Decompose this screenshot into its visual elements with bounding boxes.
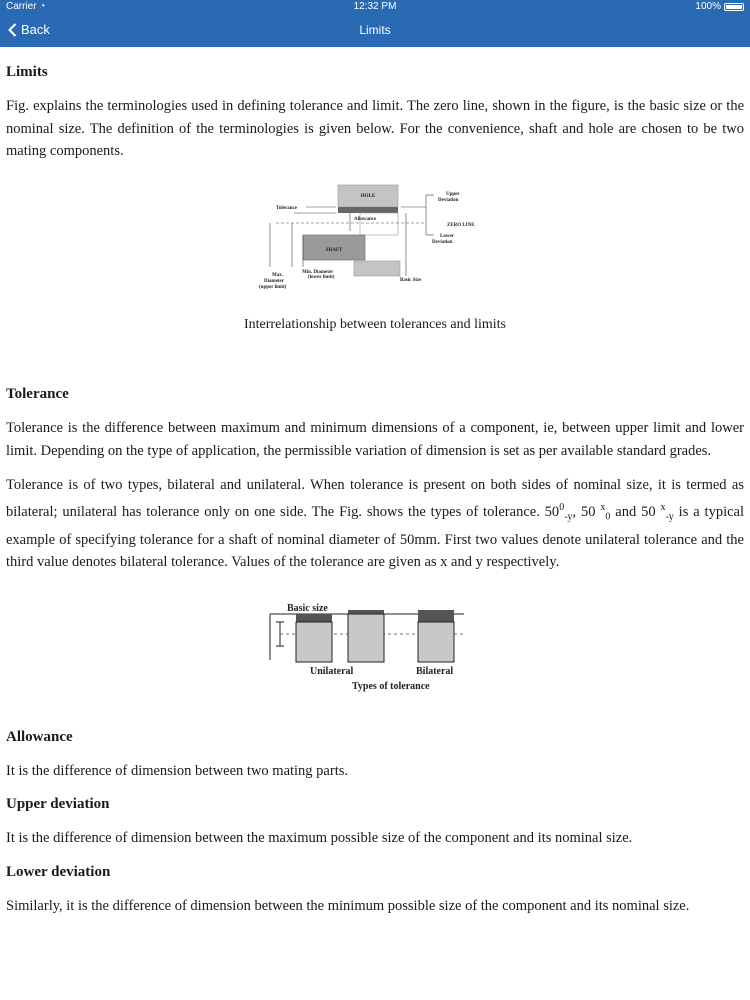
- basic-size-tag: Basic size: [287, 602, 328, 614]
- upper-deviation-label-1: Upper: [446, 191, 460, 197]
- upper-deviation-label-2: Deviation: [438, 197, 459, 203]
- page-title: Limits: [359, 23, 391, 37]
- status-bar: [0, 0, 750, 14]
- back-label: Back: [21, 22, 50, 37]
- tolerance-paragraph-2: Tolerance is of two types, bilateral and unilateral. When tolerance is present on both sides of nominal size, it is termed as bilateral; unilateral has tolerance only on one side. The Fig. shows the types of tolerance. $50^0_{-y}$, 50 $^x_0$ and 50 $^x_{-y}$ is a typical example of specifying tolerance for a shaft of nominal diameter of 50mm. First two values denote unilateral tolerance and the third value denotes bilateral tolerance. Values of the tolerance are given as x and y respectively.: [6, 477, 744, 571]
- navigation-bar: [0, 14, 750, 47]
- allowance-label: Allowance: [354, 216, 377, 222]
- lower-deviation-paragraph: Similarly, it is the difference of dimension between the minimum possible size of the component and its nominal size.: [6, 897, 690, 914]
- battery-indicator: [695, 1, 744, 12]
- figure-limits: [6, 175, 744, 337]
- max-diameter-label-2: Diameter: [264, 278, 284, 284]
- battery-icon: [724, 3, 744, 11]
- allowance-paragraph: It is the difference of dimension between two mating parts.: [6, 762, 348, 779]
- status-time: 12:32 PM: [353, 1, 397, 12]
- wifi-icon: ◔: [39, 1, 46, 12]
- tolerance-types-title: Types of tolerance: [352, 680, 430, 692]
- min-diameter-label-2: (lower limit): [308, 274, 335, 280]
- min-diameter-label-1: Min. Diameter: [302, 269, 334, 275]
- basic-size-label: Basic Size: [400, 277, 422, 283]
- lower-deviation-label-2: Deviation: [432, 239, 453, 245]
- unilateral-label: Unilateral: [310, 665, 354, 677]
- heading-upper-deviation: Upper deviation: [6, 796, 110, 813]
- battery-percent: 100%: [695, 1, 721, 12]
- tolerance-types-diagram: [6, 600, 744, 700]
- heading-limits: Limits: [6, 64, 48, 80]
- tolerance-label: Tolerance: [276, 205, 297, 211]
- upper-deviation-paragraph: It is the difference of dimension between the maximum possible size of the component and its nominal size.: [6, 830, 633, 847]
- figure-tolerance-types: [6, 600, 744, 700]
- article-content: [6, 47, 744, 917]
- heading-allowance: Allowance: [6, 728, 73, 745]
- tolerance-paragraph-1: Tolerance is the difference between maximum and minimum dimensions of a component, ie, between upper limit and lower limit. Depending on the type of application, the permissible variation of dimension is set as per available standard grades.: [6, 420, 744, 459]
- heading-tolerance: Tolerance: [6, 386, 69, 402]
- hole-label: HOLE: [360, 193, 376, 199]
- shaft-label: SHAFT: [325, 247, 343, 253]
- heading-lower-deviation: Lower deviation: [6, 863, 111, 880]
- figure-caption-limits: Interrelationship between tolerances and limits: [243, 316, 507, 332]
- limits-diagram: [6, 175, 744, 337]
- zero-line-label: ZERO LINE: [447, 222, 475, 228]
- max-diameter-label-3: (upper limit): [259, 284, 287, 290]
- max-diameter-label-1: Max.: [272, 272, 283, 278]
- limits-paragraph: Fig. explains the terminologies used in defining tolerance and limit. The zero line, shown in the figure, is the basic size or the nominal size. The definition of the terminologies is given below. For the convenience, shaft and hole are chosen to be two mating components.: [6, 98, 744, 159]
- carrier-label: Carrier ◔: [6, 1, 46, 12]
- lower-deviation-label-1: Lower: [440, 233, 454, 239]
- bilateral-label: Bilateral: [416, 665, 454, 677]
